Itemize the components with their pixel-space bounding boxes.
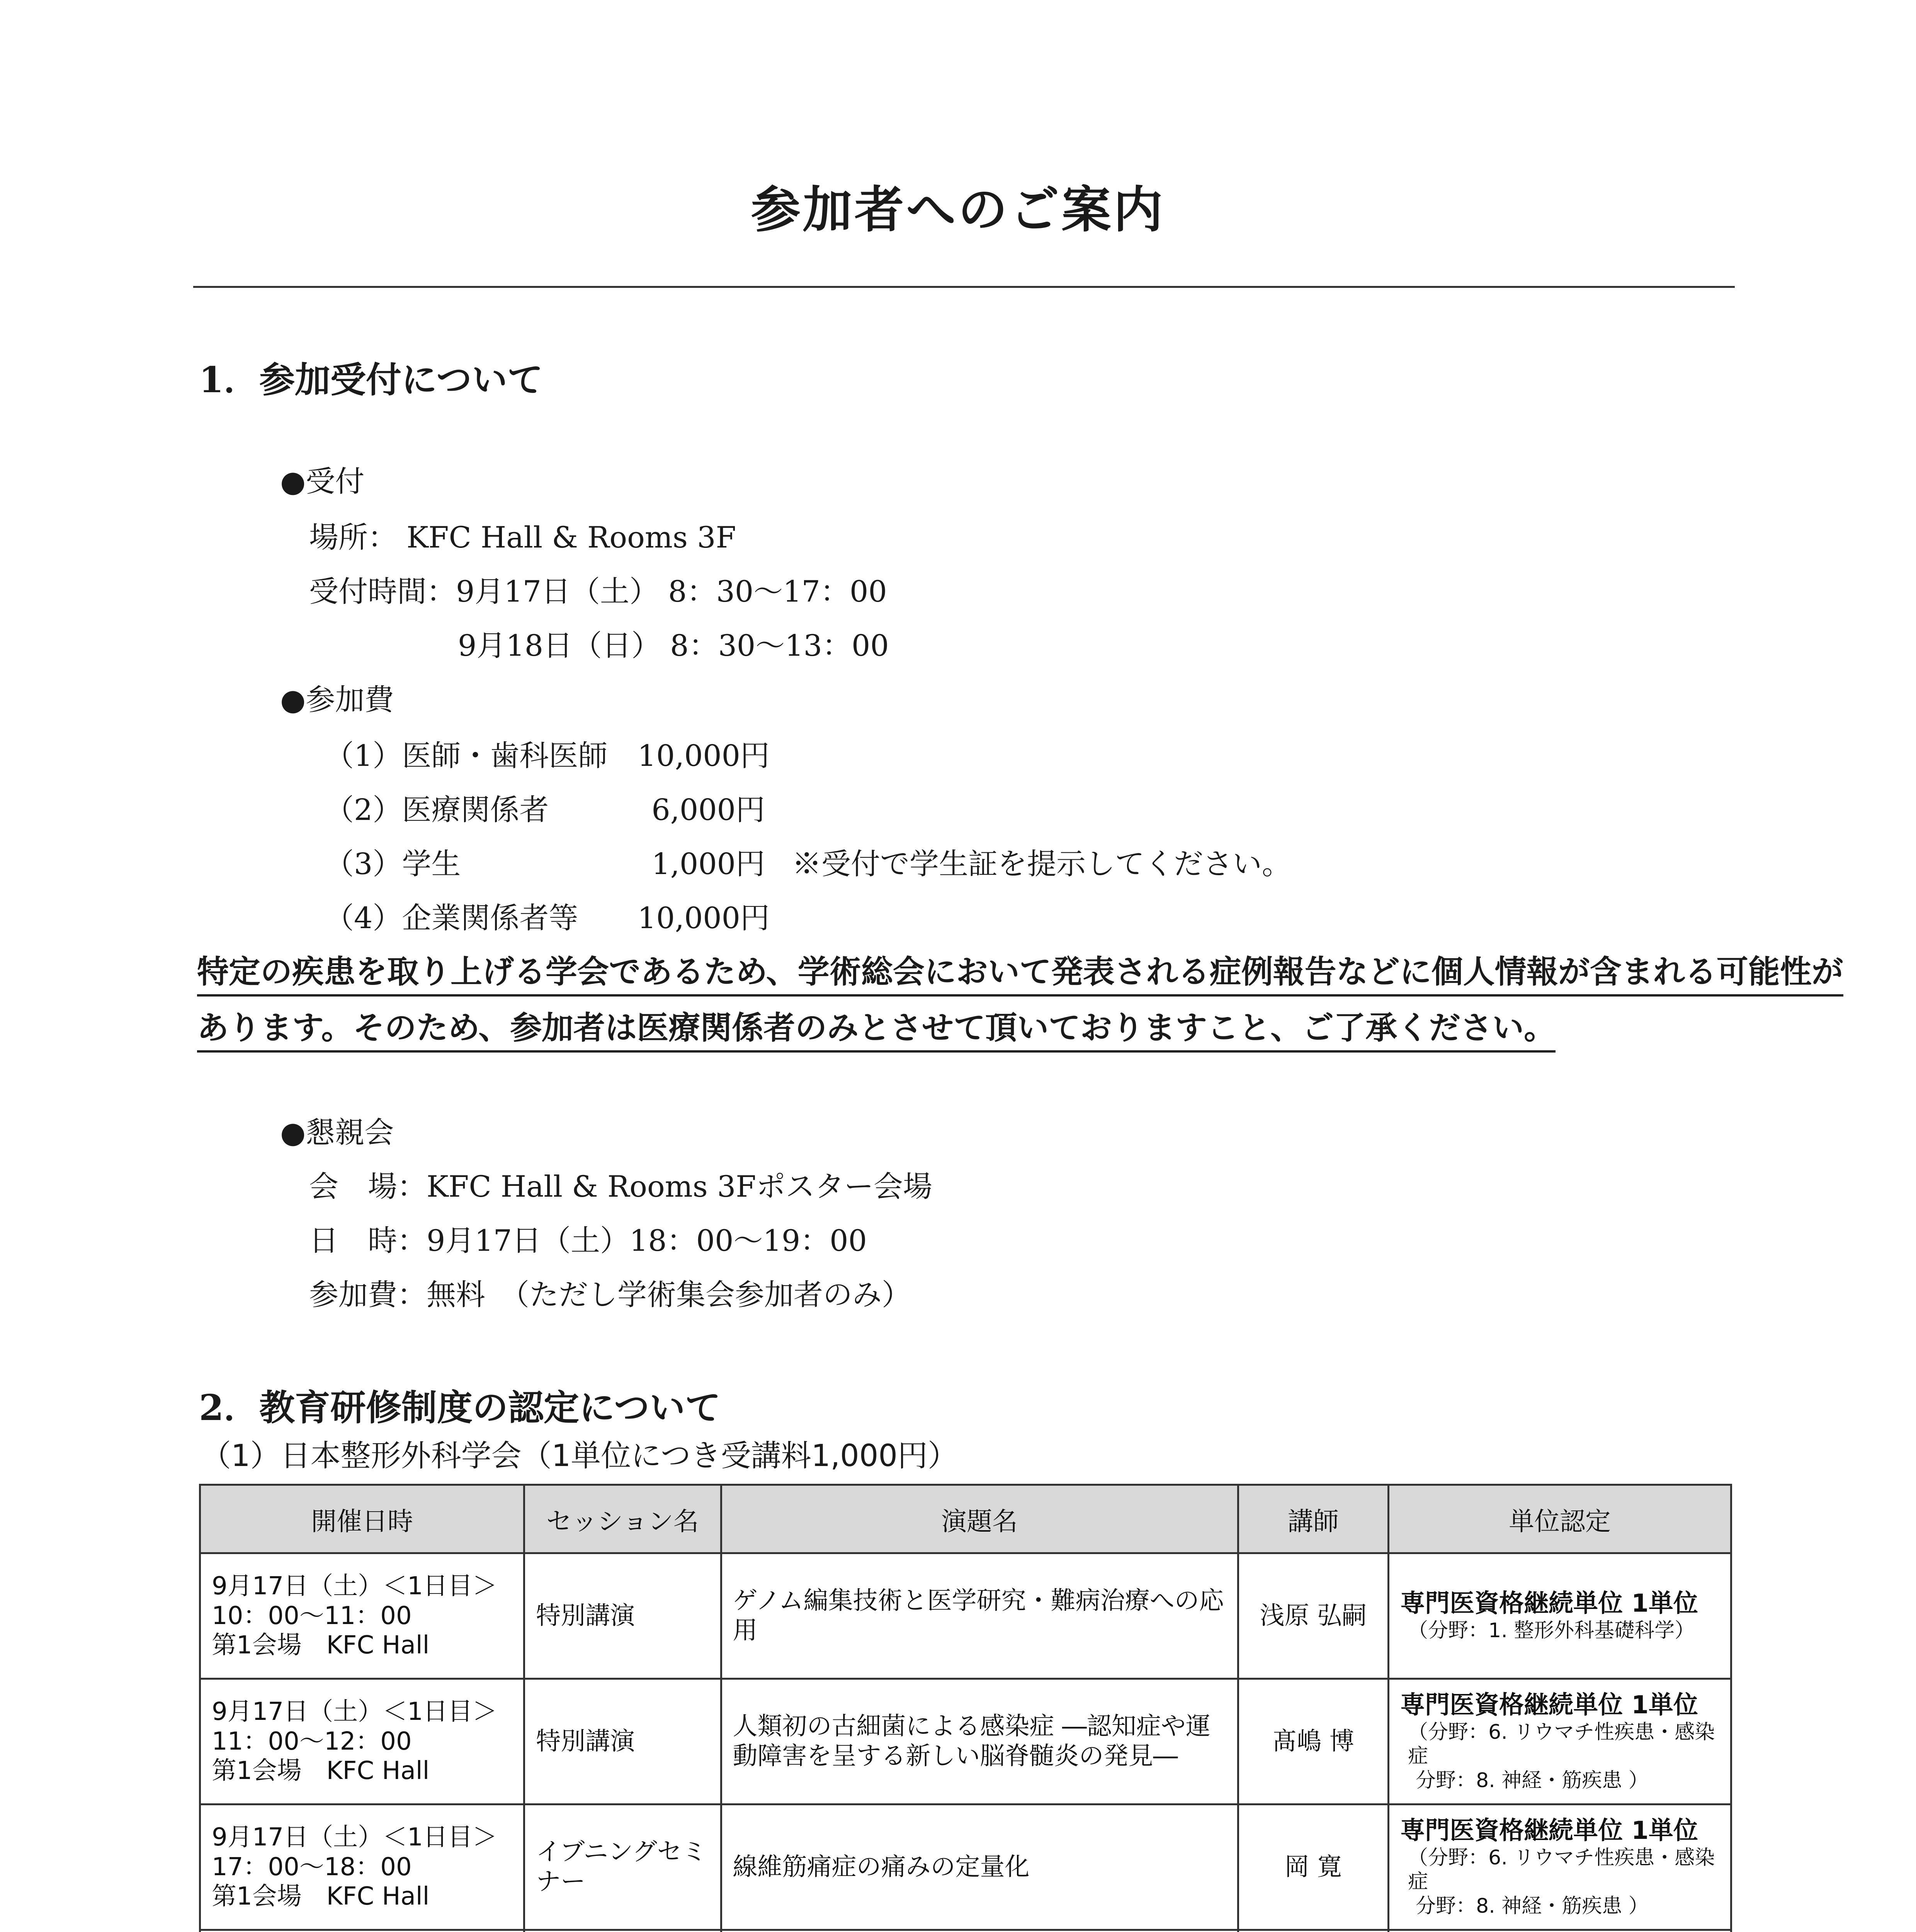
cell-session: イブニングセミナー	[524, 1804, 721, 1930]
cell-topic: 人類初の古細菌による感染症 ―認知症や運動障害を呈する新しい脳脊髄炎の発見―	[721, 1679, 1238, 1804]
title-divider	[193, 286, 1735, 288]
table-row	[200, 1804, 1731, 1930]
section2-heading: 2．教育研修制度の認定について	[199, 1387, 721, 1429]
header-datetime: 開催日時	[200, 1485, 524, 1553]
credit-table	[199, 1484, 1732, 1932]
cell-credit: 専門医資格継続単位 1単位 （分野：6. リウマチ性疾患・感染症 分野：8. 神経・筋疾患 ）	[1389, 1679, 1731, 1804]
cell-credit: 専門医資格継続単位 1単位 （分野：1. 整形外科基礎科学）	[1389, 1553, 1731, 1679]
reception-time-day1: 受付時間：9月17日（土） 8：30〜17：00	[309, 574, 887, 609]
cell-credit: 専門医資格継続単位 1単位 （分野：6. リウマチ性疾患・感染症 分野：8. 神経・筋疾患 ）	[1389, 1804, 1731, 1930]
cell-lecturer: 髙嶋 博	[1238, 1679, 1389, 1804]
cell-topic: 線維筋痛症の痛みの定量化	[721, 1804, 1238, 1930]
header-topic: 演題名	[721, 1485, 1238, 1553]
party-venue: 会 場：KFC Hall & Rooms 3Fポスター会場	[309, 1169, 933, 1204]
section1-heading: 1．参加受付について	[199, 359, 543, 401]
fee-item-price: 6,000円	[651, 793, 765, 827]
reception-time-day2: 9月18日（日） 8：30〜13：00	[458, 628, 889, 663]
party-label: ● 懇親会	[280, 1109, 394, 1151]
header-session: セッション名	[524, 1485, 721, 1553]
fee-item-name: （4）企業関係者等	[325, 901, 578, 935]
fee-item	[325, 786, 765, 828]
section2-subheading: （1）日本整形外科学会（1単位につき受講料1,000円）	[201, 1439, 958, 1473]
fee-item-name: （2）医療関係者	[325, 793, 549, 827]
table-row	[200, 1679, 1731, 1804]
cell-datetime: 9月17日（土）＜1日目＞ 17：00〜18：00 第1会場 KFC Hall	[200, 1804, 524, 1930]
table-row	[200, 1930, 1731, 1932]
party-datetime: 日 時：9月17日（土）18：00〜19：00	[309, 1223, 867, 1258]
notice-line1: 特定の疾患を取り上げる学会であるため、学術総会において発表される症例報告などに個人情報が含まれる可能性が	[197, 947, 1843, 997]
cell-session: 特別講演	[524, 1679, 721, 1804]
cell-credit	[1389, 1930, 1731, 1932]
fee-item-name: （1）医師・歯科医師	[325, 738, 608, 773]
reception-label: ● 受付	[280, 458, 364, 500]
fee-item	[325, 895, 770, 937]
cell-datetime	[200, 1930, 524, 1932]
table-row	[200, 1553, 1731, 1679]
fee-item-price: 1,000円	[651, 847, 765, 881]
fee-label: ● 参加費	[280, 676, 394, 718]
party-fee: 参加費：無料 （ただし学術集会参加者のみ）	[309, 1277, 911, 1312]
cell-lecturer: 岡 寛	[1238, 1804, 1389, 1930]
fee-item-price: 10,000円	[638, 738, 770, 773]
cell-topic: ゲノム編集技術と医学研究・難病治療への応用	[721, 1553, 1238, 1679]
cell-datetime: 9月17日（土）＜1日目＞ 11：00〜12：00 第1会場 KFC Hall	[200, 1679, 524, 1804]
table-header-row	[200, 1485, 1731, 1553]
cell-datetime: 9月17日（土）＜1日目＞ 10：00〜11：00 第1会場 KFC Hall	[200, 1553, 524, 1679]
cell-lecturer	[1238, 1930, 1389, 1932]
notice-line2: あります。そのため、参加者は医療関係者のみとさせて頂いておりますこと、ご了承ください。	[197, 1003, 1556, 1053]
fee-item-price: 10,000円	[638, 901, 770, 935]
reception-place: 場所： KFC Hall & Rooms 3F	[309, 520, 736, 554]
header-credit: 単位認定	[1389, 1485, 1731, 1553]
page-title: 参加者へのご案内	[751, 181, 1165, 239]
header-lecturer: 講師	[1238, 1485, 1389, 1553]
cell-session: 特別講演	[524, 1553, 721, 1679]
cell-session	[524, 1930, 721, 1932]
fee-item-note: ※受付で学生証を提示してください。	[792, 847, 1291, 881]
cell-topic	[721, 1930, 1238, 1932]
fee-item	[325, 732, 770, 774]
fee-item-name: （3）学生	[325, 847, 461, 881]
fee-item	[325, 840, 1291, 883]
cell-lecturer: 浅原 弘嗣	[1238, 1553, 1389, 1679]
